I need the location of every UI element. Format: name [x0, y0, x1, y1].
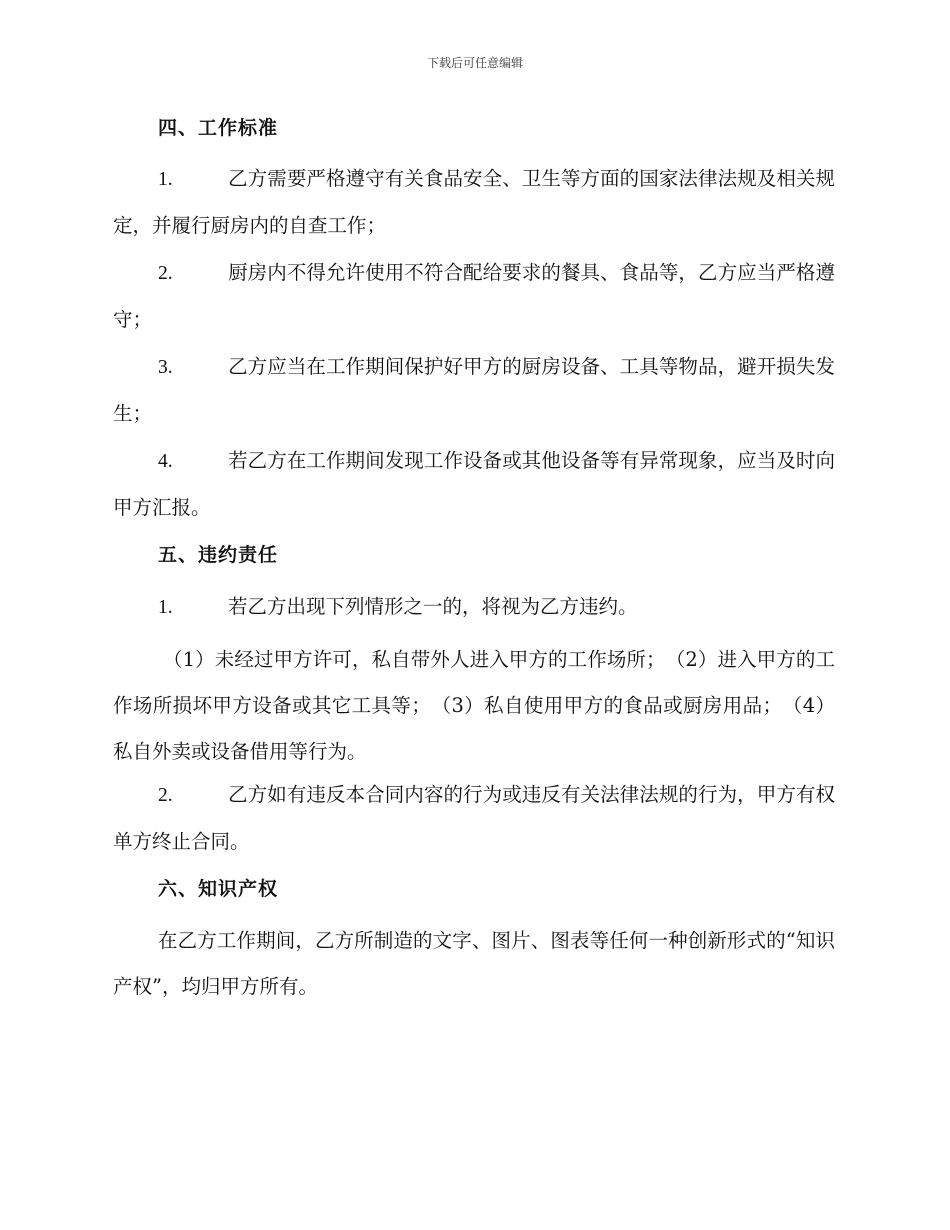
- clause-text: 厨房内不得允许使用不符合配给要求的餐具、食品等，乙方应当严格遵守；: [113, 261, 835, 331]
- clause-text: 若乙方出现下列情形之一的，将视为乙方违约。: [228, 595, 638, 618]
- clause-5-2: [113, 772, 835, 865]
- intellectual-property-paragraph: 在乙方工作期间，乙方所制造的文字、图片、图表等任何一种创新形式的“知识产权”，均归甲方所有。: [113, 929, 835, 998]
- section-heading-work-standards: 四、工作标准: [158, 117, 279, 139]
- clause-5-1: [113, 584, 835, 631]
- clause-number: 1.: [158, 169, 173, 190]
- page-header: 下载后可任意编辑: [426, 56, 523, 70]
- clause-text: 若乙方在工作期间发现工作设备或其他设备等有异常现象，应当及时向甲方汇报。: [113, 449, 835, 519]
- section-heading-breach-liability: 五、违约责任: [158, 544, 279, 566]
- clause-number: 4.: [158, 451, 173, 472]
- clause-number: 2.: [158, 263, 173, 284]
- clause-number: 3.: [158, 357, 173, 378]
- clause-4-2: [113, 250, 835, 343]
- breach-conditions-paragraph: （1）未经过甲方许可，私自带外人进入甲方的工作场所； （2）进入甲方的工作场所损坏甲方设备或其它工具等； （3）私自使用甲方的食品或厨房用品； （4）私自外卖或设备借用等行为。: [113, 648, 835, 763]
- clause-number: 2.: [158, 785, 173, 806]
- clause-4-1: [113, 156, 835, 249]
- clause-text: 乙方需要严格遵守有关食品安全、卫生等方面的国家法律法规及相关规定，并履行厨房内的自查工作；: [113, 167, 835, 237]
- clause-text: 乙方应当在工作期间保护好甲方的厨房设备、工具等物品，避开损失发生；: [113, 355, 835, 425]
- section-heading-intellectual-property: 六、知识产权: [158, 878, 279, 900]
- clause-4-3: [113, 344, 835, 437]
- clause-number: 1.: [158, 597, 173, 618]
- clause-text: 乙方如有违反本合同内容的行为或违反有关法律法规的行为，甲方有权单方终止合同。: [113, 783, 835, 853]
- clause-4-4: [113, 438, 835, 531]
